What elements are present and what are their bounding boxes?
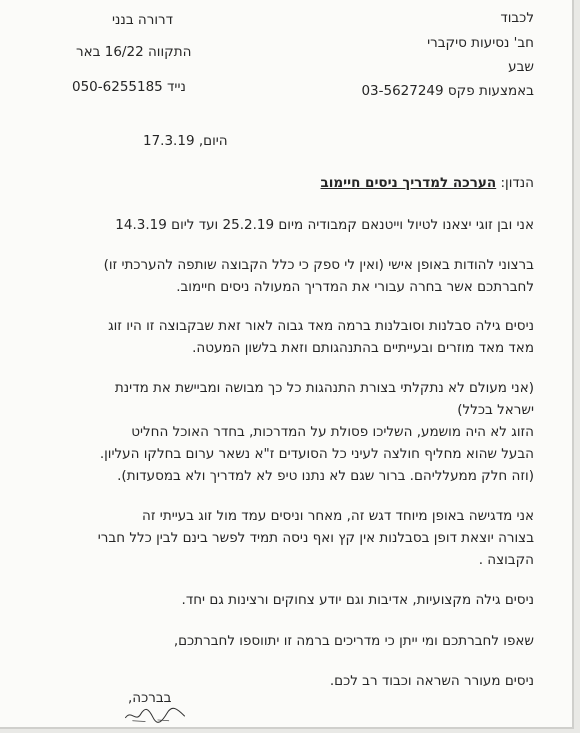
body-line-4: ניסים גילה סבלנות וסובלנות ברמה מאד גבוה לאור זאת שבקבוצה זו היו זוג bbox=[108, 318, 534, 334]
body-line-15: שאפו לחברתכם ומי ייתן כי מדריכים ברמה זו יתווספו לחברתכם, bbox=[173, 633, 534, 649]
recipient-line-3: שבע bbox=[508, 59, 534, 75]
sender-phone: נייד 050-6255185 bbox=[72, 79, 186, 95]
body-line-3: לחברתכם אשר בחרה עבורי את המדריך המעולה ניסים חיימוב. bbox=[176, 279, 534, 295]
closing-text: בברכה, bbox=[128, 690, 172, 706]
body-line-9: הבעל שהוא מחליף חולצה לעיני כל הסועדים ז"א נשאר ערום בחלקו העליון. bbox=[99, 446, 534, 462]
body-line-12: בצורה יוצאת דופן בסבלנות אין קץ ואף ניסה תמיד לפשר בינם לבין כלל חברי bbox=[97, 530, 534, 546]
body-line-8: הזוג לא היה מושמע, השליכו פסולת על המדרכות, בחדר האוכל החליט bbox=[131, 424, 534, 440]
body-line-7: ישראל בכלל) bbox=[457, 402, 534, 418]
body-line-16: ניסים מעורר השראה וכבוד רב לכם. bbox=[329, 673, 534, 689]
body-line-2: ברצוני להודות באופן אישי (ואין לי ספק כי כלל הקבוצה שותפה להערכתי זו) bbox=[103, 257, 534, 273]
recipient-line-2: חב' נסיעות סיקברי bbox=[427, 35, 534, 51]
body-line-1: אני ובן זוגי יצאנו לטיול וייטנאם קמבודיה מיום 25.2.19 ועד ליום 14.3.19 bbox=[115, 217, 534, 233]
body-line-5: מאד מאד מוזרים ובעייתיים בהתנהגותם וזאת בלשון המעטה. bbox=[192, 340, 534, 356]
letter-date: היום, 17.3.19 bbox=[143, 133, 228, 149]
sender-address: התקווה 16/22 באר bbox=[76, 44, 192, 60]
subject-prefix: הנדון: bbox=[496, 175, 534, 191]
body-line-6: (אני מעולם לא נתקלתי בצורת התנהגות כל כך מבושה ומביישת את מדינת bbox=[114, 380, 534, 396]
body-line-10: (וזה חלק ממעלליהם. ברור שגם לא נתנו טיפ לא למדריך ולא במסעדות). bbox=[117, 468, 534, 484]
subject-text: הערכה למדריך ניסים חיימוב bbox=[320, 175, 497, 191]
body-line-14: ניסים גילה מקצועיות, אדיבות וגם יודע צחוקים ורצינות גם יחד. bbox=[181, 592, 534, 608]
handwritten-signature bbox=[112, 705, 202, 727]
recipient-line-1: לכבוד bbox=[500, 10, 534, 26]
recipient-line-4: באמצעות פקס 03-5627249 bbox=[361, 83, 534, 99]
body-line-13: הקבוצה . bbox=[478, 552, 534, 568]
sender-name: דרורה בנני bbox=[112, 12, 174, 28]
subject-line bbox=[321, 175, 535, 191]
body-line-11: אני מדגישה באופן מיוחד דגש זה, מאחר וניסים עמד מול זוג בעייתי זה bbox=[142, 508, 534, 524]
